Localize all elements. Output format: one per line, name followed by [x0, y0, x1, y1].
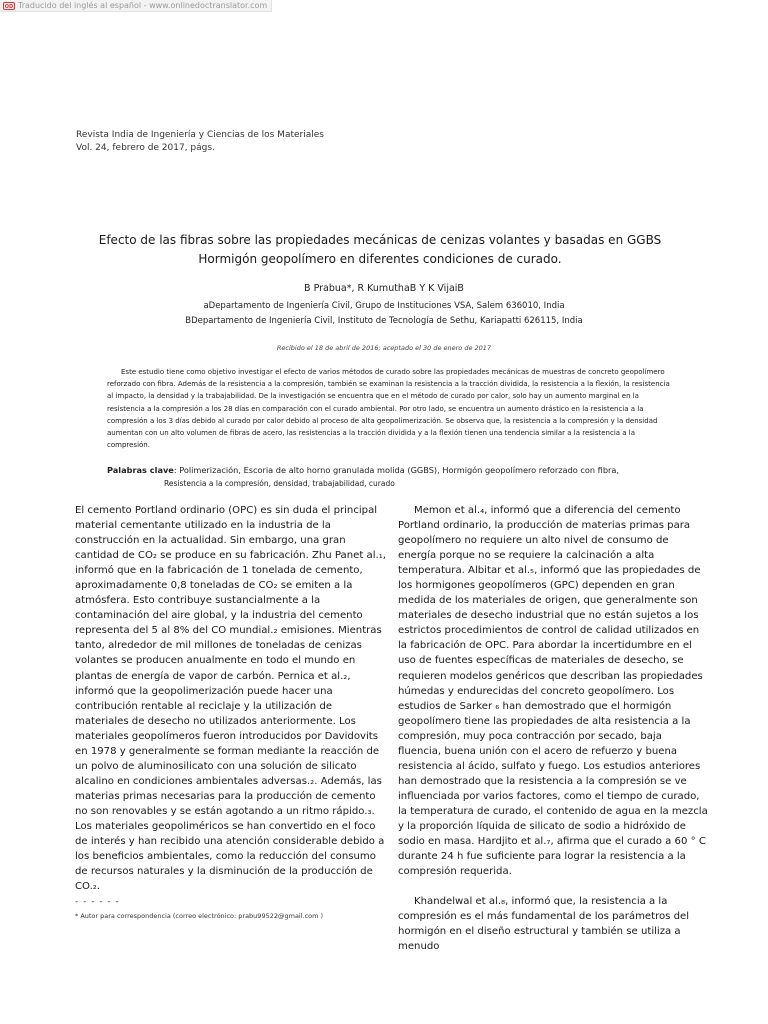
paper-title-line1: Efecto de las fibras sobre las propiedades mecánicas de cenizas volantes y basadas en GGBS — [98, 233, 662, 247]
footnote-separator: - - - - - - — [75, 897, 120, 907]
abstract — [107, 366, 677, 451]
body-column-left — [75, 503, 387, 894]
body-paragraph: Memon et al.₄, informó que a diferencia del cemento Portland ordinario, la producción de materias primas para geopolímero no requiere un alto nivel de consumo de energía porque no se requiere la calcinación a alta temperatura. Albitar et al.₅, informó que las propiedades de los hormigones geopolímeros (GPC) dependen en gran medida de los materiales de origen, que generalmente son materiales de desecho industrial que no están sujetos a los estrictos procedimientos de control de calidad utilizados en la fabricación de OPC. Para abordar la incertidumbre en el uso de fuentes específicas de materiales de desecho, se requieren modelos genéricos que describan las propiedades húmedas y endurecidas del concreto geopolímero. Los estudios de Sarker ₆ han demostrado que el hormigón geopolímero tiene las propiedades de alta resistencia a la compresión, muy poca contracción por secado, baja fluencia, buena unión con el acero de refuerzo y buena resistencia al ácido, sulfato y fuego. Los estudios anteriores han demostrado que la resistencia a la compresión se ve influenciada por varios factores, como el tiempo de curado, la temperatura de curado, el contenido de agua en la mezcla y la proporción líquida de silicato de sodio a hidróxido de sodio en masa. Hardjito et al.₇, afirma que el curado a 60 ° C durante 24 h fue suficiente para lograr la resistencia a la compresión requerida. — [398, 505, 708, 878]
author-list: B Prabua*, R KumuthaB Y K VijaiB — [304, 283, 464, 294]
translator-banner-text[interactable]: Traducido del inglés al español - www.onlinedoctranslator.com — [18, 1, 268, 10]
keywords-line1: : Polimerización, Escoria de alto horno granulada molida (GGBS), Hormigón geopolímero reforzado con fibra, — [173, 465, 620, 475]
abstract-text: Este estudio tiene como objetivo investigar el efecto de varios métodos de curado sobre las propiedades mecánicas de muestras de concreto geopolímero reforzado con fibra. Además de la resistencia a la compresión, también se examinan la resistencia a la tracción dividida, la resistencia a la flexión, la resistencia al impacto, la densidad y la trabajabilidad. De la investigación se encuentra que en el método de curado por calor, solo hay un aumento marginal en la resistencia a la compresión a los 28 días en comparación con el curado ambiental. Por otro lado, se encuentra un aumento drástico en la resistencia a la compresión a los 3 días debido al curado por calor debido al proceso de alta geopolimerización. Se observa que, la resistencia a la compresión y la densidad aumentan con un alto volumen de fibras de acero, las resistencias a la tracción dividida y a la flexión tienen una tendencia similar a la resistencia a la compresión. — [107, 368, 670, 450]
translator-banner[interactable] — [0, 0, 272, 12]
keywords-label: Palabras clave — [107, 465, 174, 475]
paper-title-line2: Hormigón geopolímero en diferentes condiciones de curado. — [198, 252, 562, 266]
body-paragraph: El cemento Portland ordinario (OPC) es sin duda el principal material cementante utilizado en la industria de la construcción en la actualidad. Sin embargo, una gran cantidad de CO₂ se produce en su fabricación. Zhu Panet al.₁, informó que en la fabricación de 1 tonelada de cemento, aproximadamente 0,8 toneladas de CO₂ se emiten a la atmósfera. Esto contribuye sustancialmente a la contaminación del aire global, y la industria del cemento representa del 5 al 8% del CO mundial.₂ emisiones. Mientras tanto, alrededor de mil millones de toneladas de cenizas volantes se producen anualmente en todo el mundo en plantas de energía de vapor de carbón. Pernica et al.₂, informó que la geopolimerización puede hacer una contribución rentable al reciclaje y la utilización de materiales de desecho no utilizados anteriormente. Los materiales geopolímeros fueron introducidos por Davidovits en 1978 y generalmente se forman mediante la reacción de un polvo de aluminosilicato con una solución de silicato alcalino en condiciones ambientales adversas.₂. Además, las materias primas necesarias para la producción de cemento no son renovables y se están agotando a un ritmo rápido.₃. Los materiales geopoliméricos se han convertido en el foco de interés y han recibido una atención considerable debido a los beneficios ambientales, como la reducción del consumo de recursos naturales y la disminución de la producción de CO.₂. — [75, 505, 386, 893]
journal-volume: Vol. 24, febrero de 2017, págs. — [76, 143, 215, 153]
keywords — [107, 464, 677, 490]
keywords-line2: Resistencia a la compresión, densidad, trabajabilidad, curado — [164, 479, 395, 488]
body-column-right — [398, 503, 708, 954]
received-dates: Recibido el 18 de abril de 2016; aceptado el 30 de enero de 2017 — [276, 344, 492, 352]
paper-title — [60, 231, 700, 269]
affiliation-a: aDepartamento de Ingeniería Civil, Grupo de Instituciones VSA, Salem 636010, India — [203, 301, 565, 311]
corresponding-author-footnote: * Autor para correspondencia (correo electrónico: prabu99522@gmail.com ) — [75, 912, 324, 920]
journal-header — [76, 129, 324, 155]
body-paragraph: Khandelwal et al.₈, informó que, la resistencia a la compresión es el más fundamental de los parámetros del hormigón en el diseño estructural y también se utiliza a menudo — [398, 896, 690, 953]
affiliation-b: BDepartamento de Ingeniería Civil, Instituto de Tecnología de Sethu, Kariapatti 626115, India — [185, 316, 583, 326]
translator-logo-icon: OD — [4, 3, 14, 10]
journal-name: Revista India de Ingeniería y Ciencias de los Materiales — [76, 130, 324, 140]
